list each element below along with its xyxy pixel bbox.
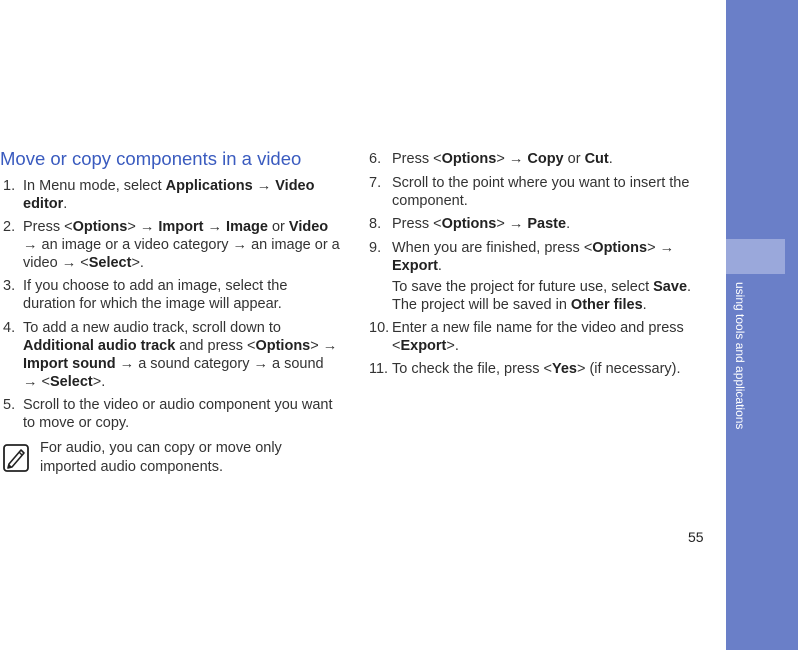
menu-keyword: Applications xyxy=(165,178,253,194)
step-main-text xyxy=(392,239,682,275)
step-text xyxy=(23,277,313,313)
text-run: . xyxy=(437,258,442,274)
step-text xyxy=(23,396,341,432)
menu-keyword: Import sound xyxy=(23,356,116,372)
menu-keyword: Image xyxy=(226,219,268,235)
step-number: 8. xyxy=(369,216,382,232)
menu-keyword: Video xyxy=(288,219,329,235)
step-number: 11. xyxy=(369,361,389,377)
menu-keyword: Options xyxy=(441,151,497,167)
text-run: . The project will be saved in xyxy=(392,279,692,313)
step-text xyxy=(392,174,702,210)
step-text xyxy=(392,150,702,168)
step-number: 7. xyxy=(369,175,382,191)
text-run: or xyxy=(267,219,289,235)
step-text xyxy=(392,319,692,355)
menu-keyword: Import xyxy=(158,219,204,235)
menu-keyword: Options xyxy=(255,338,311,354)
step-number: 6. xyxy=(369,151,382,167)
text-run: > → xyxy=(496,216,528,232)
step-number: 4. xyxy=(3,320,16,336)
step-text xyxy=(392,215,702,233)
text-run: → xyxy=(252,178,276,194)
menu-keyword: Options xyxy=(72,219,128,235)
step-sub-text xyxy=(392,278,702,314)
section-heading: Move or copy components in a video xyxy=(0,148,302,169)
page-number: 55 xyxy=(688,529,704,545)
menu-keyword: Video editor xyxy=(23,178,315,212)
menu-keyword: Export xyxy=(400,338,447,354)
step-number: 1. xyxy=(3,178,16,194)
text-run: >. xyxy=(92,374,106,390)
menu-keyword: Save xyxy=(653,279,688,295)
text-run: Press < xyxy=(392,216,442,232)
text-run: >. xyxy=(446,338,459,354)
menu-keyword: Select xyxy=(88,255,132,271)
note-text: For audio, you can copy or move only imported audio components. xyxy=(40,440,282,475)
text-run: If you choose to add an image, select the duration for which the image will appear. xyxy=(23,278,288,312)
section-label: using tools and applications xyxy=(733,282,747,430)
menu-keyword: Copy xyxy=(527,151,564,167)
text-run: Press < xyxy=(23,219,73,235)
step-number: 5. xyxy=(3,397,16,413)
step-number: 9. xyxy=(369,240,382,256)
text-run: . xyxy=(566,216,571,232)
step-text xyxy=(23,319,341,391)
text-run: > → xyxy=(647,240,675,256)
menu-keyword: Options xyxy=(592,240,648,256)
text-run: Enter a new file name for the video and press < xyxy=(392,320,684,354)
text-run: . xyxy=(63,196,68,212)
text-run: >. xyxy=(131,255,144,271)
text-run: Scroll to the video or audio component you want to move or copy. xyxy=(23,397,333,431)
step-number: 10. xyxy=(369,320,390,336)
text-run: > → xyxy=(496,151,528,167)
menu-keyword: Other files xyxy=(570,297,643,313)
sidebar-section-tab xyxy=(726,239,785,274)
text-run: Press < xyxy=(392,151,442,167)
menu-keyword: Cut xyxy=(584,151,609,167)
step-number: 3. xyxy=(3,278,16,294)
text-run: and press < xyxy=(175,338,256,354)
step-text xyxy=(392,239,702,314)
menu-keyword: Select xyxy=(50,374,93,390)
text-run: → a sound category → a sound → < xyxy=(23,356,324,390)
text-run: > → xyxy=(127,219,159,235)
text-run: When you are finished, press < xyxy=(392,240,593,256)
text-run: To check the file, press < xyxy=(392,361,552,377)
text-run: . xyxy=(608,151,613,167)
text-run: Scroll to the point where you want to insert the component. xyxy=(392,175,690,209)
note-pencil-icon xyxy=(3,444,29,472)
text-run: > → xyxy=(310,338,338,354)
menu-keyword: Export xyxy=(392,258,438,274)
text-run: → an image or a video category → an image or a video → < xyxy=(23,237,340,271)
step-text xyxy=(23,177,338,213)
menu-keyword: Yes xyxy=(551,361,577,377)
text-run: or xyxy=(563,151,585,167)
text-run: . xyxy=(642,297,647,313)
menu-keyword: Options xyxy=(441,216,497,232)
text-run: > (if necessary). xyxy=(576,361,681,377)
step-text xyxy=(23,218,341,272)
menu-keyword: Paste xyxy=(527,216,567,232)
text-run: → xyxy=(203,219,227,235)
step-text xyxy=(392,360,702,378)
menu-keyword: Additional audio track xyxy=(23,338,176,354)
text-run: In Menu mode, select xyxy=(23,178,166,194)
text-run: To save the project for future use, select xyxy=(392,279,654,295)
step-number: 2. xyxy=(3,219,16,235)
text-run: To add a new audio track, scroll down to xyxy=(23,320,281,336)
